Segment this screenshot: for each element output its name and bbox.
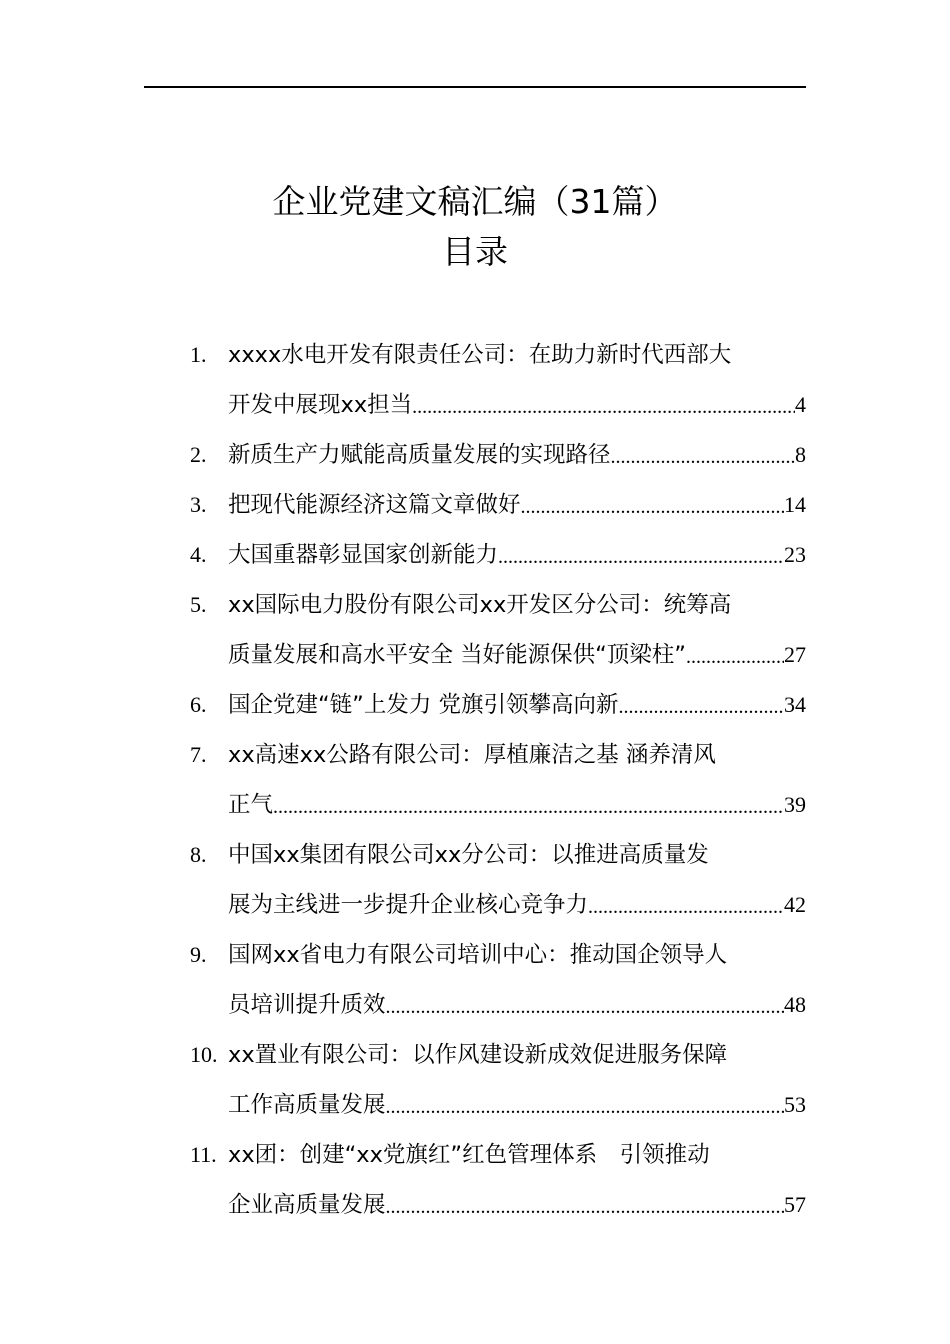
toc-entry-title: 中国xx集团有限公司xx分公司：以推进高质量发 (228, 842, 709, 868)
toc-entry-9[interactable] (190, 930, 806, 1030)
toc-entry-3[interactable] (190, 480, 806, 530)
dot-leader (521, 482, 784, 530)
toc-entry-title: 大国重器彰显国家创新能力 (228, 542, 499, 568)
toc-entry-title-cont: 工作高质量发展 (228, 1092, 386, 1118)
toc-entry-8[interactable] (190, 830, 806, 930)
dot-leader (498, 532, 784, 580)
toc-entry-title-cont: 员培训提升质效 (228, 992, 386, 1018)
toc-entry-title: xx高速xx公路有限公司：厚植廉洁之基 涵养清风 (228, 742, 716, 768)
toc-entry-2[interactable] (190, 430, 806, 480)
document-title: 企业党建文稿汇编（31篇） (272, 182, 678, 221)
toc-entry-number: 4. (190, 542, 207, 567)
dot-leader (273, 782, 784, 830)
toc-entry-number: 5. (190, 592, 207, 617)
toc-heading: 目录 (442, 232, 508, 271)
toc-page-number: 4 (795, 392, 806, 417)
toc-entry-title: xx团：创建“xx党旗红”红色管理体系 引领推动 (228, 1142, 710, 1168)
toc-entry-title: 国网xx省电力有限公司培训中心：推动国企领导人 (228, 942, 728, 968)
dot-leader (611, 432, 795, 480)
table-of-contents (190, 330, 806, 1230)
toc-entry-number: 1. (190, 342, 207, 367)
toc-entry-5[interactable] (190, 580, 806, 680)
toc-page-number: 57 (784, 1192, 806, 1217)
toc-entry-title-cont: 展为主线进一步提升企业核心竞争力 (228, 892, 589, 918)
dot-leader (588, 882, 784, 930)
toc-entry-6[interactable] (190, 680, 806, 730)
toc-entry-title: xx置业有限公司：以作风建设新成效促进服务保障 (228, 1042, 728, 1068)
toc-entry-number: 6. (190, 692, 207, 717)
toc-page-number: 23 (784, 542, 806, 567)
toc-entry-11[interactable] (190, 1130, 806, 1230)
toc-entry-number: 9. (190, 942, 207, 967)
toc-page-number: 27 (784, 642, 806, 667)
toc-page-number: 53 (784, 1092, 806, 1117)
dot-leader (412, 382, 795, 430)
toc-entry-1[interactable] (190, 330, 806, 430)
header-rule (144, 86, 806, 88)
toc-entry-title-cont: 质量发展和高水平安全 当好能源保供“顶梁柱” (228, 642, 686, 668)
toc-page-number: 48 (784, 992, 806, 1017)
toc-entry-7[interactable] (190, 730, 806, 830)
toc-entry-title-cont: 企业高质量发展 (228, 1192, 386, 1218)
toc-entry-10[interactable] (190, 1030, 806, 1130)
toc-entry-number: 11. (190, 1142, 217, 1167)
toc-entry-title-cont: 开发中展现xx担当 (228, 392, 413, 418)
toc-page-number: 34 (784, 692, 806, 717)
toc-entry-4[interactable] (190, 530, 806, 580)
toc-page-number: 39 (784, 792, 806, 817)
toc-entry-title: xxxx水电开发有限责任公司：在助力新时代西部大 (228, 342, 732, 368)
dot-leader (386, 1182, 784, 1230)
dot-leader (686, 632, 784, 680)
toc-entry-title-cont: 正气 (228, 792, 274, 818)
toc-entry-title: 新质生产力赋能高质量发展的实现路径 (228, 442, 611, 468)
dot-leader (386, 982, 784, 1030)
toc-entry-title: 国企党建“链”上发力 党旗引领攀高向新 (228, 692, 619, 718)
dot-leader (618, 682, 784, 730)
toc-entry-number: 7. (190, 742, 207, 767)
toc-entry-number: 2. (190, 442, 207, 467)
toc-entry-number: 10. (190, 1042, 218, 1067)
toc-page-number: 14 (784, 492, 806, 517)
toc-entry-number: 3. (190, 492, 207, 517)
toc-entry-number: 8. (190, 842, 207, 867)
toc-page-number: 42 (784, 892, 806, 917)
dot-leader (386, 1082, 784, 1130)
toc-entry-title: xx国际电力股份有限公司xx开发区分公司：统筹高 (228, 592, 732, 618)
toc-entry-title: 把现代能源经济这篇文章做好 (228, 492, 521, 518)
toc-page-number: 8 (795, 442, 806, 467)
